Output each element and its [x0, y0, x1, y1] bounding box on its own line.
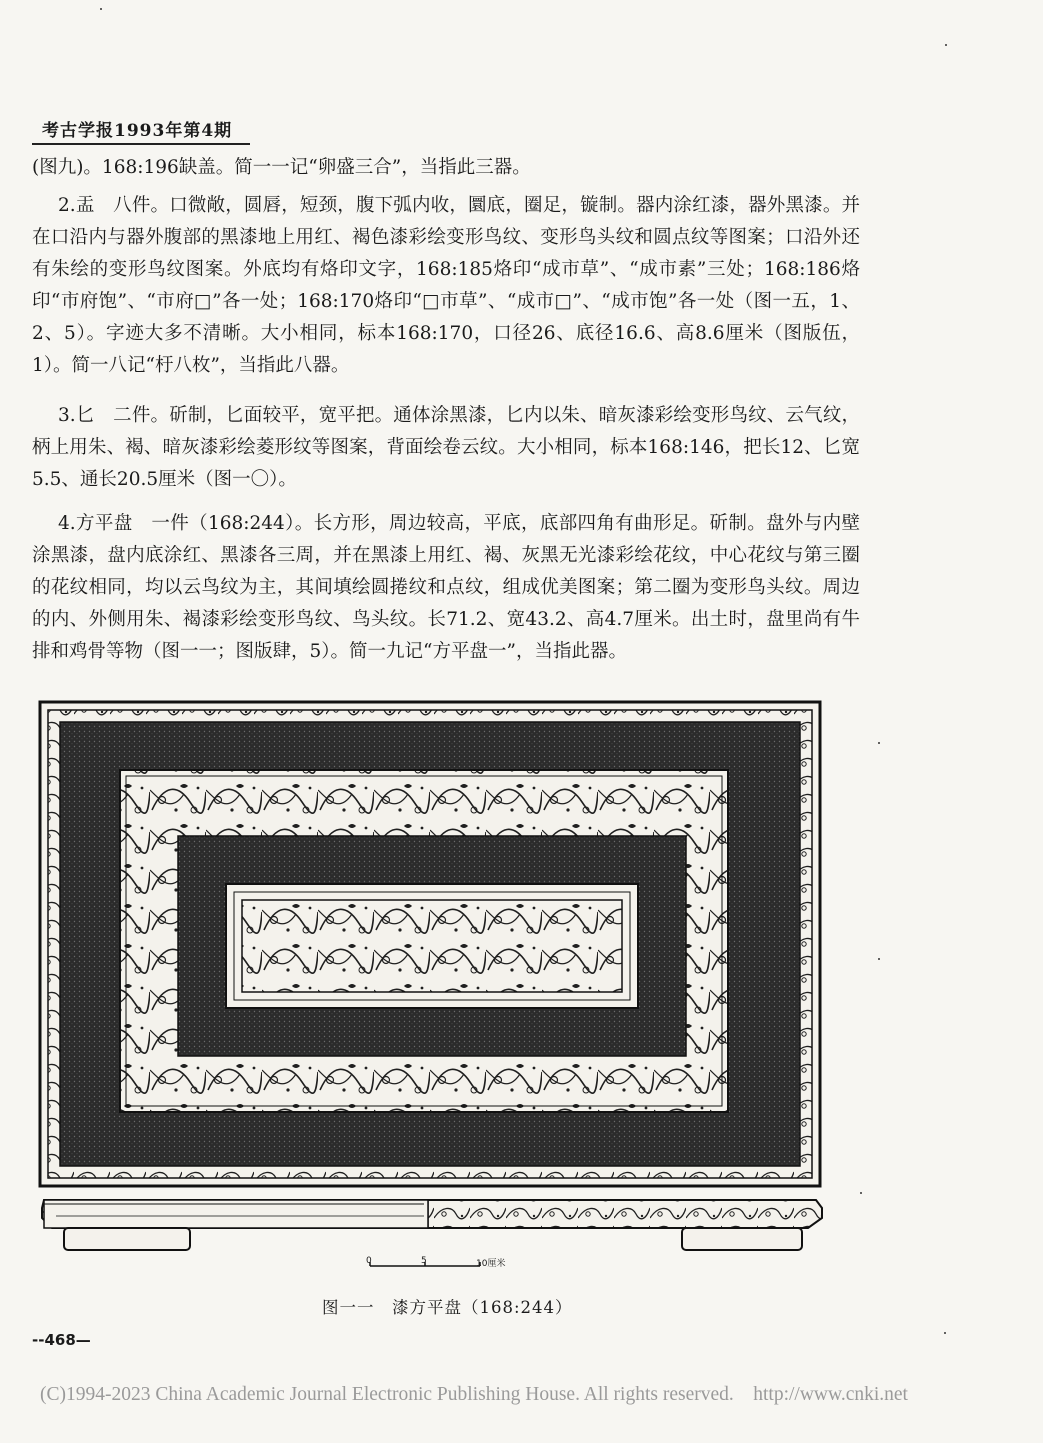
- running-header: 考古学报1993年第4期: [42, 121, 233, 141]
- scan-speck: [878, 958, 880, 960]
- lacquer-plate-drawing: [38, 700, 828, 1280]
- scan-speck: [944, 1332, 946, 1334]
- page-number: --468—: [32, 1331, 91, 1349]
- paragraph-item-3-bi: 3.匕 二件。斫制，匕面较平，宽平把。通体涂黑漆，匕内以朱、暗灰漆彩绘变形鸟纹、云气纹，柄上用朱、褐、暗灰漆彩绘菱形纹等图案，背面绘卷云纹。大小相同，标本168:146，把长12、匕宽5.5、通长20.5厘米（图一〇）。: [32, 405, 860, 490]
- paragraph-item-2-yu: 2.盂 八件。口微敞，圆唇，短颈，腹下弧内收，圜底，圈足，镟制。器内涂红漆，器外黑漆。并在口沿内与器外腹部的黑漆地上用红、褐色漆彩绘变形鸟纹、变形鸟头纹和圆点纹等图案；口沿外还有朱绘的变形鸟纹图案。外底均有烙印文字，168:185烙印“成市草”、“成市素”三处；168:186烙印“市府饱”、“市府□”各一处；168:170烙印“□市草”、“成市□”、“成市饱”各一处（图一五，1、2、5）。字迹大多不清晰。大小相同，标本168:170，口径26、底径16.6、高8.6厘米（图版伍，1）。简一八记“杅八枚”，当指此八器。: [32, 195, 860, 376]
- scan-speck: [860, 1192, 862, 1194]
- scale-label-5: 5: [421, 1256, 427, 1266]
- paragraph-item-4-plate: 4.方平盘 一件（168:244）。长方形，周边较高，平底，底部四角有曲形足。斫制。盘外与内壁涂黑漆，盘内底涂红、黑漆各三周，并在黑漆上用红、褐、灰黑无光漆彩绘花纹，中心花纹与第三圈的花纹相同，均以云鸟纹为主，其间填绘圆捲纹和点纹，组成优美图案；第二圈为变形鸟头纹。周边的内、外侧用朱、褐漆彩绘变形鸟纹、鸟头纹。长71.2、宽43.2、高4.7厘米。出土时，盘里尚有牛排和鸡骨等物（图一一；图版肆，5）。简一九记“方平盘一”，当指此器。: [32, 513, 860, 662]
- scale-label-10cm: 10厘米: [476, 1259, 506, 1269]
- figure-caption: 图一一 漆方平盘（168:244）: [322, 1298, 573, 1317]
- paragraph-continuation: (图九)。168:196缺盖。简一一记“卵盛三合”，当指此三器。: [32, 157, 531, 178]
- scan-speck: [100, 8, 102, 10]
- copyright-footer: (C)1994-2023 China Academic Journal Electronic Publishing House. All rights reserved. http://www.cnki.net: [40, 1384, 908, 1405]
- header-rule: [32, 143, 250, 145]
- scale-label-0: 0: [366, 1256, 372, 1266]
- scan-speck: [878, 742, 880, 744]
- scan-speck: [945, 44, 947, 46]
